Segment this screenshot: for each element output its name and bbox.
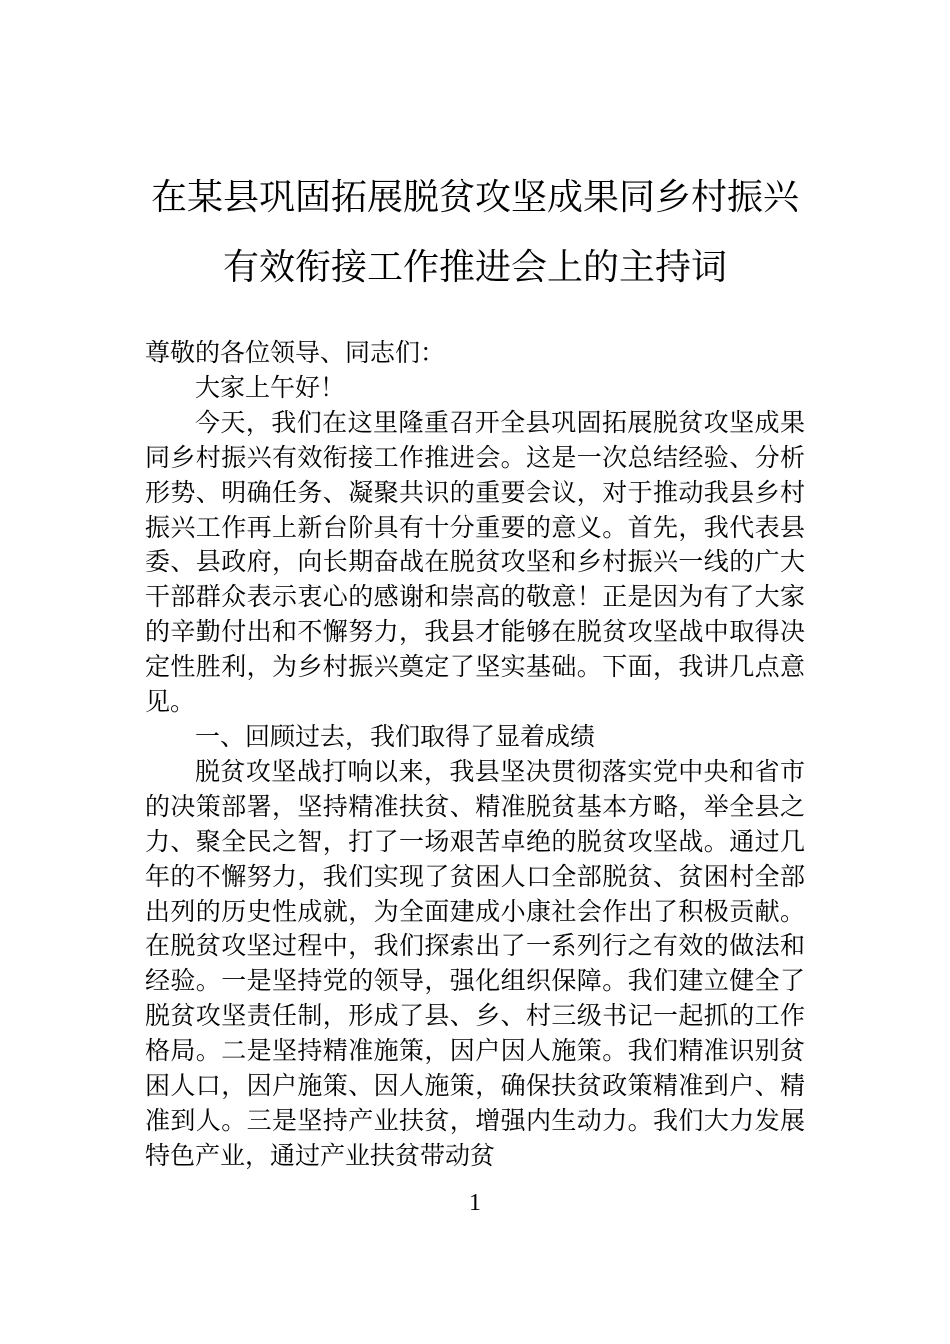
greeting: 大家上午好！ [195, 372, 346, 402]
salutation: 尊敬的各位领导、同志们： [145, 338, 446, 367]
document-body [145, 336, 805, 1174]
page-number: 1 [469, 1190, 481, 1216]
paragraph-intro: 今天，我们在这里隆重召开全县巩固拓展脱贫攻坚成果同乡村振兴有效衔接工作推进会。这是一次总结经验、分析形势、明确任务、凝聚共识的重要会议，对于推动我县乡村振兴工作再上新台阶具有十分重要的意义。首先，我代表县委、县政府，向长期奋战在脱贫攻坚和乡村振兴一线的广大干部群众表示衷心的感谢和崇高的敬意！正是因为有了大家的辛勤付出和不懈努力，我县才能够在脱贫攻坚战中取得决定性胜利，为乡村振兴奠定了坚实基础。下面，我讲几点意见。 [145, 407, 805, 717]
document-title-line-2: 有效衔接工作推进会上的主持词 [222, 247, 727, 288]
paragraph-review: 脱贫攻坚战打响以来，我县坚决贯彻落实党中央和省市的决策部署，坚持精准扶贫、精准脱贫基本方略，举全县之力、聚全民之智，打了一场艰苦卓绝的脱贫攻坚战。通过几年的不懈努力，我们实现了贫困人口全部脱贫、贫困村全部出列的历史性成就，为全面建成小康社会作出了积极贡献。在脱贫攻坚过程中，我们探索出了一系列行之有效的做法和经验。一是坚持党的领导，强化组织保障。我们建立健全了脱贫攻坚责任制，形成了县、乡、村三级书记一起抓的工作格局。二是坚持精准施策，因户因人施策。我们精准识别贫困人口，因户施策、因人施策，确保扶贫政策精准到户、精准到人。三是坚持产业扶贫，增强内生动力。我们大力发展特色产业，通过产业扶贫带动贫 [145, 756, 805, 1170]
section-heading-1: 一、回顾过去，我们取得了显着成绩 [195, 721, 596, 751]
document-title-line-1: 在某县巩固拓展脱贫攻坚成果同乡村振兴 [150, 177, 799, 218]
